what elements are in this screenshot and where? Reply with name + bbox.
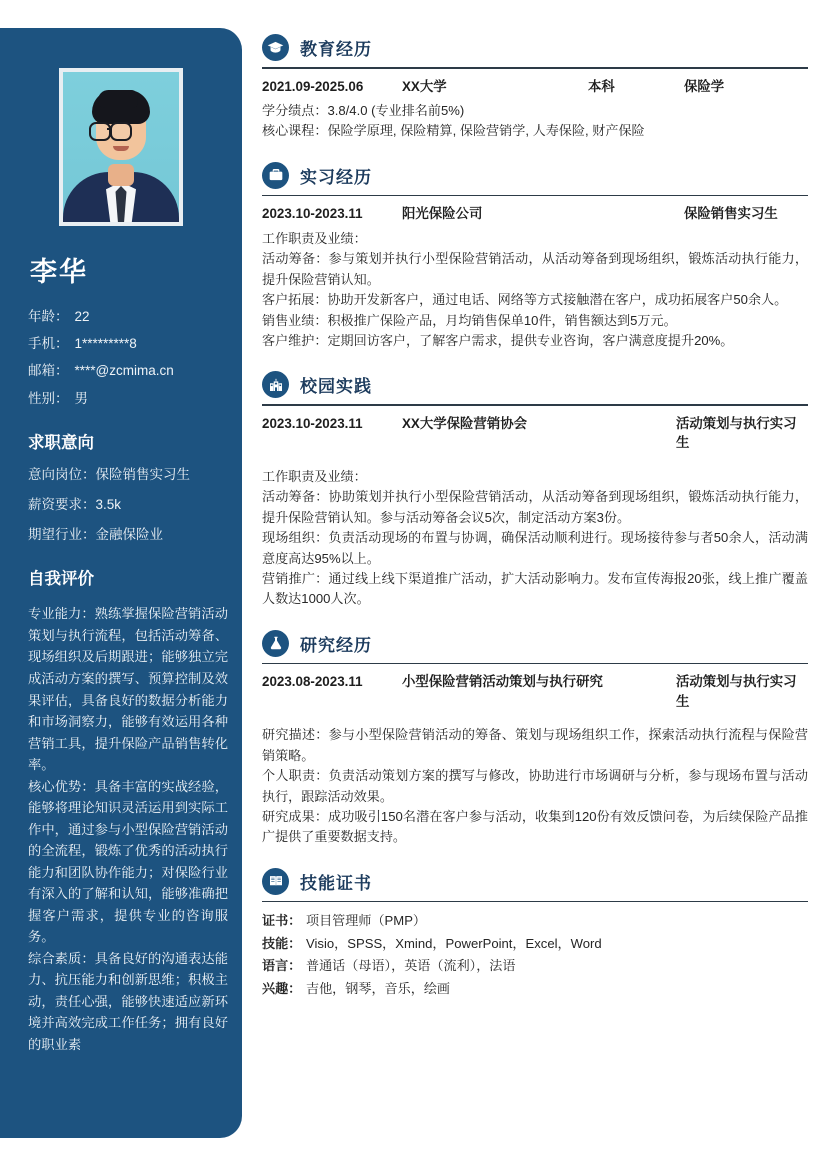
self-eval-paragraph-quality: 综合素质：具备良好的沟通表达能力、抗压能力和创新思维；积极主动，责任心强，能够快速适应新环境并高效完成工作任务；拥有良好的职业素 — [28, 950, 228, 1052]
job-intent-salary: 薪资要求：3.5k — [28, 496, 122, 512]
campus-org: XX大学保险营销协会 — [402, 416, 527, 432]
contact-label-age: 年龄： — [28, 309, 69, 324]
skills-value-language: 普通话（母语），英语（流利），法语 — [306, 958, 516, 974]
internship-line-4: 客户维护：定期回访客户，了解客户需求，提供专业咨询，客户满意度提升20%。 — [262, 333, 734, 349]
section-education — [262, 34, 808, 158]
photo-mouth — [113, 146, 129, 151]
skills-key-certificate: 证书： — [262, 913, 302, 929]
job-intent-position: 意向岗位：保险销售实习生 — [28, 466, 190, 482]
campus-line-2: 现场组织：负责活动现场的布置与协调，确保活动顺利进行。现场接待参与者50余人，活动满意度高达95%以上。 — [262, 530, 808, 566]
section-skills-certificates — [262, 868, 808, 1001]
contact-row-phone — [28, 336, 224, 352]
contact-value-age: 22 — [74, 309, 90, 324]
photo-glasses-bridge — [107, 128, 112, 130]
internship-entry-header — [262, 204, 808, 223]
profile-photo — [63, 72, 179, 222]
spacer — [262, 716, 808, 725]
section-header-campus — [262, 371, 808, 398]
photo-glasses-right — [110, 122, 132, 141]
skills-key-interest: 兴趣： — [262, 981, 302, 996]
internship-date: 2023.10-2023.11 — [262, 206, 363, 222]
section-rule-research — [262, 663, 808, 665]
skills-key-skill: 技能： — [262, 935, 302, 951]
contact-value-gender: 男 — [74, 390, 88, 406]
contact-list — [28, 309, 224, 407]
research-entry-header — [262, 672, 808, 711]
campus-line-0: 工作职责及业绩： — [262, 468, 367, 484]
education-school: XX大学 — [402, 78, 447, 94]
campus-line-3: 营销推广：通过线上线下渠道推广活动，扩大活动影响力。发布宣传海报20张，线上推广覆盖人数达1000人次。 — [262, 571, 808, 607]
education-date: 2021.09-2025.06 — [262, 78, 364, 94]
contact-row-age — [28, 309, 224, 325]
candidate-name: 李华 — [30, 257, 88, 287]
contact-label-phone: 手机： — [28, 336, 69, 352]
skills-value-skill: Visio，SPSS，Xmind，PowerPoint，Excel，Word — [306, 935, 602, 951]
section-internship — [262, 162, 808, 368]
section-title-education: 教育经历 — [300, 40, 372, 59]
internship-line-3: 销售业绩：积极推广保险产品，月均销售保单10件，销售额达到5万元。 — [262, 312, 677, 328]
education-courses: 核心课程：保险学原理, 保险精算, 保险营销学, 人寿保险, 财产保险 — [262, 123, 645, 139]
sidebar-section-title-job-intent: 求职意向 — [28, 433, 94, 452]
section-header-education — [262, 34, 808, 61]
contact-label-email: 邮箱： — [28, 363, 69, 379]
internship-line-2: 客户拓展：协助开发新客户，通过电话、网络等方式接触潜在客户，成功拓展客户50余人。 — [262, 292, 788, 308]
research-date: 2023.08-2023.11 — [262, 674, 363, 690]
section-rule-internship — [262, 195, 808, 197]
education-major: 保险学 — [684, 78, 725, 94]
research-line-1: 个人职责：负责活动策划方案的撰写与修改，协助进行市场调研与分析，参与现场布置与活动执行，跟踪活动效果。 — [262, 768, 808, 804]
skills-value-interest: 吉他，钢琴，音乐，绘画 — [306, 981, 451, 996]
job-intent-industry: 期望行业：金融保险业 — [28, 526, 163, 542]
section-rule-campus — [262, 404, 808, 406]
section-header-internship — [262, 162, 808, 189]
open-book-icon — [262, 868, 289, 895]
education-degree: 本科 — [588, 78, 615, 94]
section-header-research — [262, 630, 808, 657]
main-content — [262, 0, 808, 1160]
campus-entry-header — [262, 414, 808, 453]
photo-glasses-left — [89, 122, 111, 141]
section-title-internship: 实习经历 — [300, 167, 372, 187]
section-title-skills: 技能证书 — [300, 873, 372, 893]
skills-row-skill — [262, 933, 808, 956]
spacer — [262, 351, 808, 367]
internship-line-1: 活动筹备：参与策划并执行小型保险营销活动，从活动筹备到现场组织，锻炼活动执行能力，提升保险营销认知。 — [262, 251, 808, 287]
internship-role: 保险销售实习生 — [684, 206, 778, 222]
research-line-0: 研究描述：参与小型保险营销活动的筹备、策划与现场组织工作，探索活动执行流程与保险营销策略。 — [262, 727, 808, 763]
research-project: 小型保险营销活动策划与执行研究 — [402, 674, 603, 690]
contact-value-email: ****@zcmima.cn — [74, 363, 174, 379]
self-eval-paragraph-advantage: 核心优势：具备丰富的实战经验，能够将理论知识灵活运用到实际工作中，通过参与小型保险营销活动的全流程，锻炼了优秀的活动执行能力和团队协作能力；对保险行业有深入的了解和认知，能够准确把握客户需求，提供专业的咨询服务。 — [28, 778, 228, 945]
campus-line-1: 活动筹备：协助策划并执行小型保险营销活动，从活动筹备到现场组织，锻炼活动执行能力，提升保险营销认知。参与活动筹备会议5次，制定活动方案3份。 — [262, 489, 808, 525]
section-rule-education — [262, 67, 808, 69]
skills-row-language — [262, 955, 808, 978]
photo-hair-fringe — [98, 90, 138, 108]
internship-company: 阳光保险公司 — [402, 206, 483, 222]
skills-key-language: 语言： — [262, 958, 302, 974]
section-rule-skills — [262, 901, 808, 903]
spacer — [262, 848, 808, 864]
research-role: 活动策划与执行实习生 — [676, 674, 797, 709]
flask-icon — [262, 630, 289, 657]
photo-neck — [108, 164, 134, 186]
campus-date: 2023.10-2023.11 — [262, 416, 363, 432]
section-title-research: 研究经历 — [300, 635, 372, 655]
contact-label-gender: 性别： — [28, 390, 69, 406]
contact-row-email — [28, 363, 224, 379]
sidebar — [0, 28, 242, 1138]
research-line-2: 研究成果：成功吸引150名潜在客户参与活动，收集到120份有效反馈问卷，为后续保险产品推广提供了重要数据支持。 — [262, 809, 808, 845]
sidebar-section-title-self-eval: 自我评价 — [28, 570, 94, 589]
education-gpa: 学分绩点：3.8/4.0 (专业排名前5%) — [262, 103, 465, 119]
campus-role: 活动策划与执行实习生 — [676, 416, 797, 451]
spacer — [262, 458, 808, 467]
education-entry-header — [262, 77, 808, 96]
avatar — [59, 68, 183, 226]
section-title-campus: 校园实践 — [300, 377, 372, 397]
section-header-skills — [262, 868, 808, 895]
section-research — [262, 630, 808, 864]
section-campus-practice — [262, 371, 808, 625]
internship-line-0: 工作职责及业绩： — [262, 230, 367, 246]
school-building-icon — [262, 371, 289, 398]
spacer — [262, 610, 808, 626]
skills-value-certificate: 项目管理师（PMP） — [306, 913, 427, 929]
skills-row-interest — [262, 978, 808, 1001]
self-eval-paragraph-professional: 专业能力：熟练掌握保险营销活动策划与执行流程，包括活动筹备、现场组织及后期跟进；能够独立完成活动方案的撰写、预算控制及效果评估，具备良好的数据分析能力和市场洞察力，能够有效运用各种营销工具，提升保险产品销售转化率。 — [28, 606, 228, 773]
briefcase-icon — [262, 162, 289, 189]
contact-value-phone: 1*********8 — [74, 336, 137, 352]
contact-row-gender — [28, 391, 224, 407]
graduation-cap-icon — [262, 34, 289, 61]
spacer — [262, 142, 808, 158]
skills-row-certificate — [262, 910, 808, 933]
